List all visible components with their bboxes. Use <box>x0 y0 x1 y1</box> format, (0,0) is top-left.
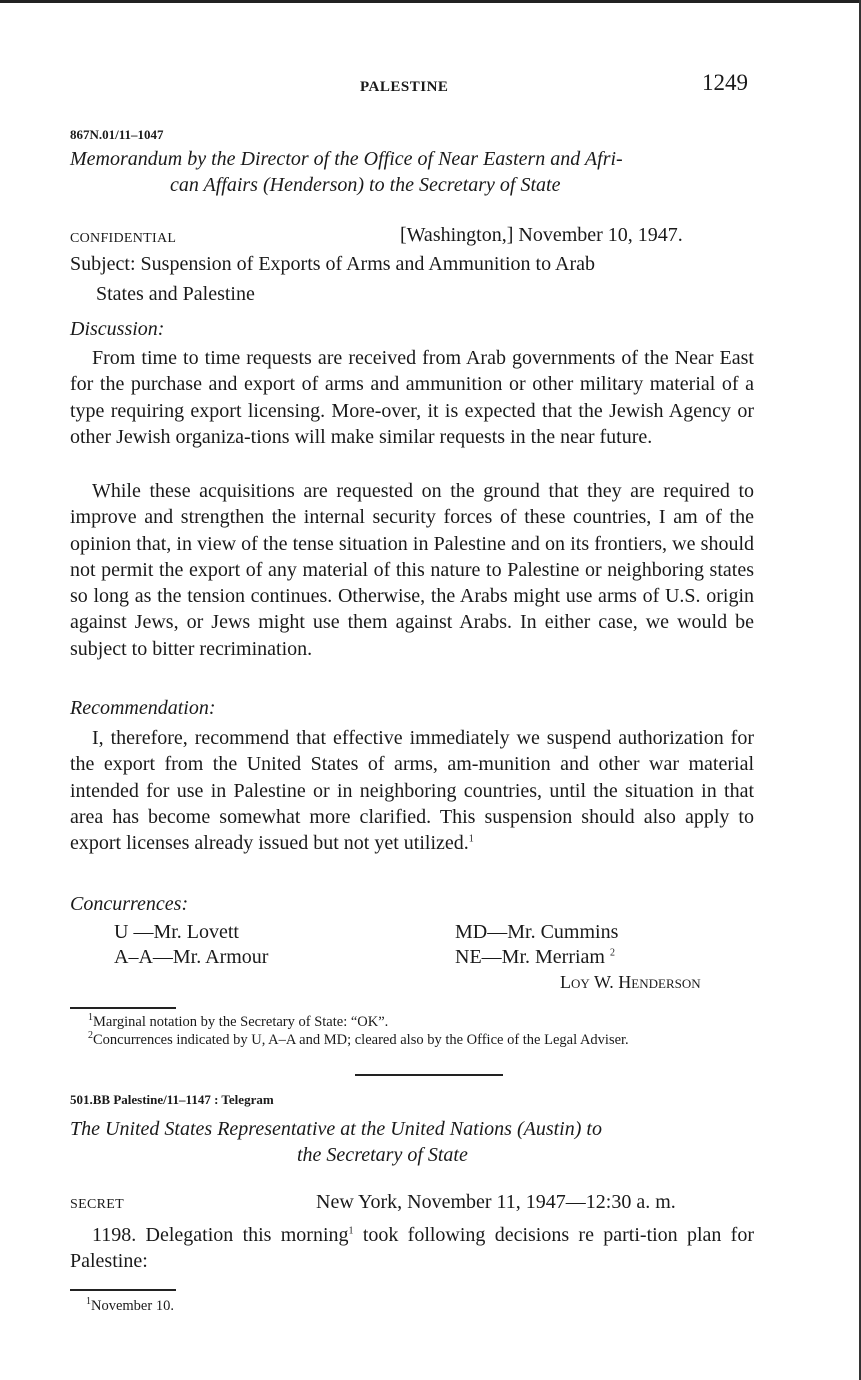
page-number: 1249 <box>702 70 748 95</box>
running-head: PALESTINE <box>360 79 449 95</box>
doc1-footnote-1 <box>88 1014 388 1031</box>
doc1-title-line2: can Affairs (Henderson) to the Secretary of State <box>170 174 561 196</box>
doc1-subject-line2: States and Palestine <box>96 283 255 305</box>
recommendation-heading: Recommendation: <box>70 697 216 719</box>
doc1-classification: CONFIDENTIAL <box>70 231 177 246</box>
doc1-footnote-2 <box>70 1031 754 1049</box>
recommendation-footnote-mark: 1 <box>468 833 474 845</box>
discussion-paragraph-2 <box>70 478 754 688</box>
discussion-paragraph-2-text: While these acquisitions are requested on the ground that they are required to improve and strengthen the internal security forces of these countries, I am of the opinion that, in view of the tense situation in Palestine and on its frontiers, we should not permit the export of any material of this nature to Palestine or neighboring states so long as the tension continues. Otherwise, the Arabs might use arms of U.S. origin against Jews, or Jews might use them against Arabs. In either case, we would be subject to bitter recrimination. <box>70 480 754 660</box>
concurrence-ne <box>455 946 615 969</box>
doc1-dateline: [Washington,] November 10, 1947. <box>400 224 683 246</box>
concurrences-heading: Concurrences: <box>70 893 189 915</box>
doc2-body-text-b: took following decisions re parti-tion plan for Palestine: <box>70 1224 754 1273</box>
section-divider <box>355 1074 503 1076</box>
doc2-title-line1: The United States Representative at the United Nations (Austin) to <box>70 1118 602 1140</box>
doc2-body-footnote-mark: 1 <box>348 1225 354 1237</box>
signature: Loy W. Henderson <box>560 972 701 992</box>
doc1-file-number: 867N.01/11–1047 <box>70 127 164 142</box>
page-top-edge <box>0 0 861 3</box>
doc1-title-line1: Memorandum by the Director of the Office of Near Eastern and Afri- <box>70 148 623 170</box>
doc1-subject-line1: Subject: Suspension of Exports of Arms and Ammunition to Arab <box>70 253 595 275</box>
doc1-footnote-1-mark: 1 <box>88 1012 93 1024</box>
doc1-footnote-2-text: Concurrences indicated by U, A–A and MD; cleared also by the Office of the Legal Adviser. <box>93 1032 629 1048</box>
concurrence-ne-footnote-mark: 2 <box>609 947 615 959</box>
doc2-footnote-rule <box>70 1289 176 1291</box>
doc2-footnote-1-text: November 10. <box>91 1298 174 1314</box>
doc2-dateline: New York, November 11, 1947—12:30 a. m. <box>316 1191 676 1213</box>
doc2-body-text-a: 1198. Delegation this morning <box>92 1224 349 1246</box>
concurrence-ne-text: NE—Mr. Merriam <box>455 946 605 968</box>
doc2-classification: SECRET <box>70 1197 124 1212</box>
doc2-footnote-1 <box>86 1298 174 1315</box>
doc2-body-paragraph <box>70 1222 754 1282</box>
doc1-footnote-1-text: Marginal notation by the Secretary of State: “OK”. <box>93 1014 389 1030</box>
concurrence-u: U —Mr. Lovett <box>114 921 239 943</box>
discussion-paragraph-1 <box>70 345 754 475</box>
concurrence-aa: A–A—Mr. Armour <box>114 946 269 968</box>
recommendation-paragraph <box>70 725 754 885</box>
doc2-file-number: 501.BB Palestine/11–1147 : Telegram <box>70 1092 274 1107</box>
discussion-heading: Discussion: <box>70 318 165 340</box>
concurrence-md: MD—Mr. Cummins <box>455 921 619 943</box>
doc1-footnote-2-mark: 2 <box>88 1030 93 1042</box>
recommendation-paragraph-text: I, therefore, recommend that effective immediately we suspend authorization for the export from the United States of arms, am-munition and other war material intended for use in Palestine or in neighboring countries, until the situation in that area has become somewhat more clarified. This suspension should also apply to export licenses already issued but not yet utilized. <box>70 727 754 855</box>
doc2-title-line2: the Secretary of State <box>297 1144 468 1166</box>
discussion-paragraph-1-text: From time to time requests are received from Arab governments of the Near East for the purchase and export of arms and ammunition or other military material of a type requiring export licensing. More-over, it is expected that the Jewish Agency or other Jewish organiza-tions will make similar requests in the near future. <box>70 347 754 448</box>
footnote-rule <box>70 1007 176 1009</box>
doc2-footnote-1-mark: 1 <box>86 1296 91 1308</box>
